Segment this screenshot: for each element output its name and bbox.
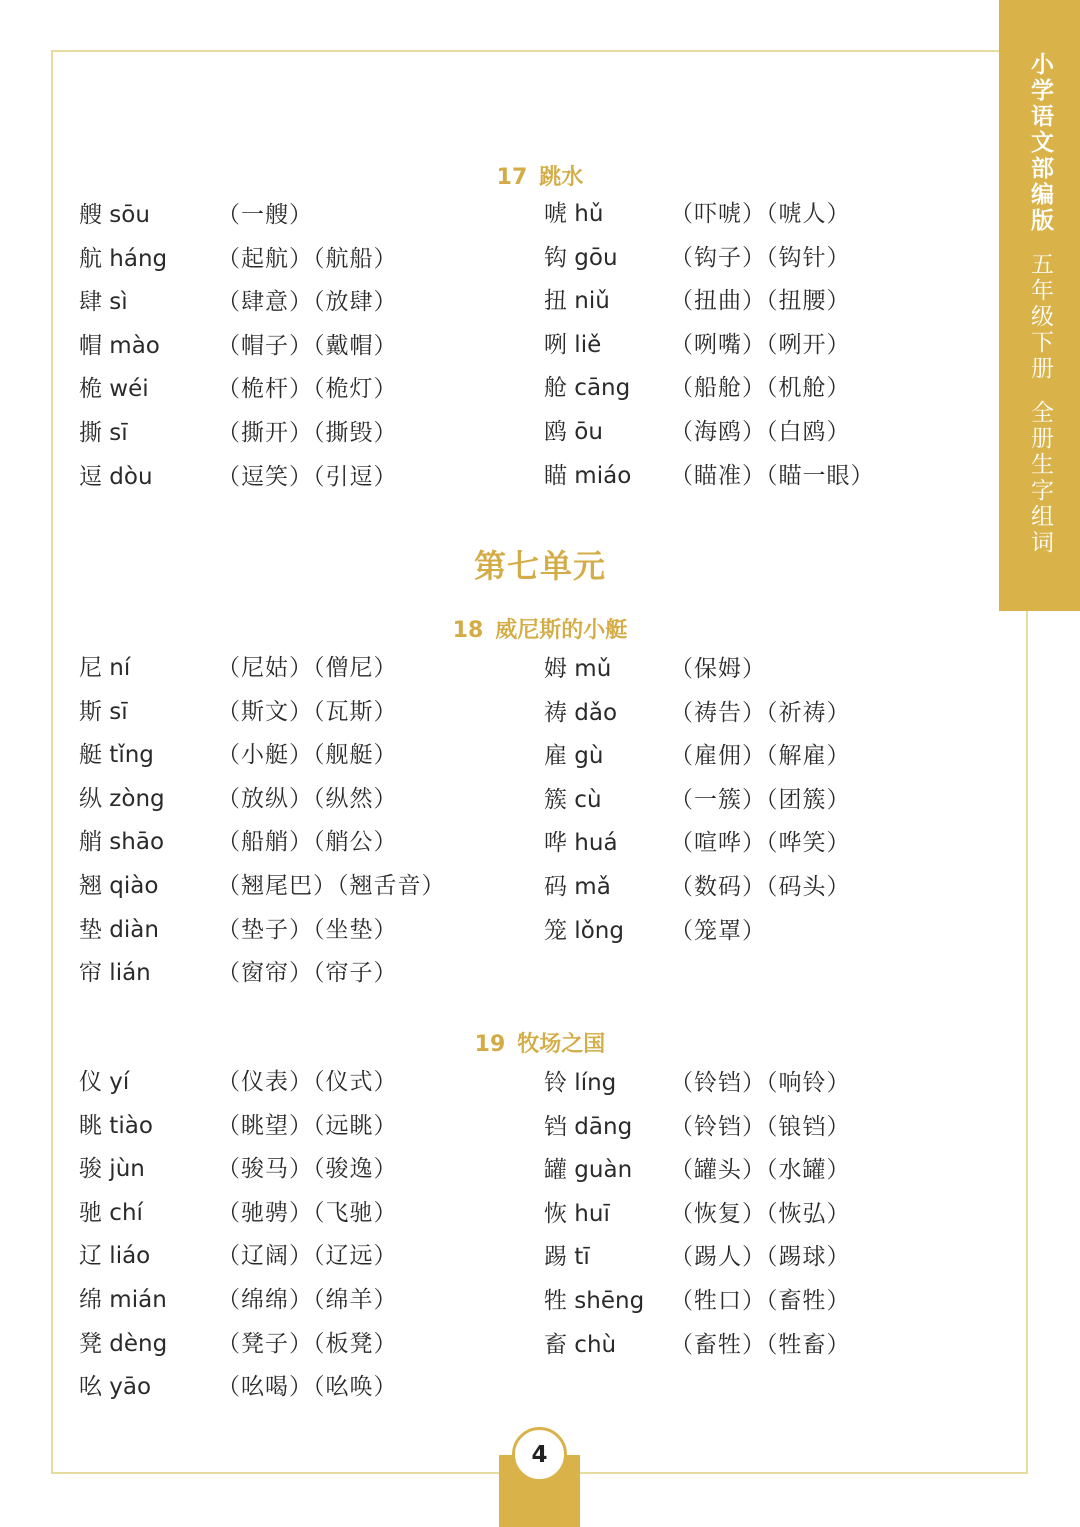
lesson-18-title <box>0 613 1080 644</box>
word-combinations: （绵绵）（绵羊） <box>217 1286 398 1313</box>
character-pinyin: 踢 tī <box>544 1244 590 1271</box>
word-combinations: （船舱）（机舱） <box>670 375 851 402</box>
word-combinations: （一艘） <box>217 202 313 228</box>
word-combinations: （保姆） <box>670 656 766 682</box>
grade-label: 五年级下册 <box>1027 252 1053 382</box>
word-combinations: （放纵）（纵然） <box>217 785 398 812</box>
character-pinyin: 铃 líng <box>544 1070 617 1096</box>
word-combinations: （数码）（码头） <box>670 873 851 900</box>
word-combinations: （海鸥）（白鸥） <box>670 418 851 445</box>
word-combinations: （钩子）（钩针） <box>670 244 851 271</box>
character-pinyin: 笼 lǒng <box>544 917 624 944</box>
lesson-number: 18 <box>452 618 484 643</box>
character-pinyin: 骏 jùn <box>79 1156 145 1183</box>
character-pinyin: 艄 shāo <box>79 829 165 856</box>
character-pinyin: 辽 liáo <box>79 1243 151 1270</box>
character-pinyin: 扭 niǔ <box>544 288 610 315</box>
character-pinyin: 肆 sì <box>79 289 128 316</box>
character-pinyin: 仪 yí <box>79 1069 130 1095</box>
word-combinations: （踢人）（踢球） <box>670 1244 851 1271</box>
character-pinyin: 唬 hǔ <box>544 201 604 227</box>
word-combinations: （骏马）（骏逸） <box>217 1156 398 1183</box>
word-combinations: （吆喝）（吆唤） <box>217 1374 398 1401</box>
character-pinyin: 纵 zòng <box>79 785 165 812</box>
page-border <box>51 50 1028 1474</box>
word-combinations: （逗笑）（引逗） <box>217 463 398 490</box>
word-combinations: （一簇）（团簇） <box>670 786 851 813</box>
word-combinations: （尼姑）（僧尼） <box>217 655 398 681</box>
subject-label: 全册生字组词 <box>1027 400 1053 556</box>
character-pinyin: 雇 gù <box>544 743 604 770</box>
word-combinations: （小艇）（舰艇） <box>217 742 398 769</box>
word-combinations: （撕开）（撕毁） <box>217 419 398 446</box>
page-number: 4 <box>512 1427 567 1482</box>
word-combinations: （铃铛）（锒铛） <box>670 1113 851 1140</box>
character-pinyin: 帽 mào <box>79 332 160 359</box>
character-pinyin: 罐 guàn <box>544 1157 633 1184</box>
lesson-17-title <box>0 160 1080 191</box>
lesson-number: 19 <box>474 1032 506 1057</box>
character-pinyin: 艘 sōu <box>79 202 150 228</box>
word-combinations: （牲口）（畜牲） <box>670 1287 851 1314</box>
word-combinations: （船艄）（艄公） <box>217 829 398 856</box>
character-pinyin: 尼 ní <box>79 655 131 681</box>
word-combinations: （扭曲）（扭腰） <box>670 288 851 315</box>
word-combinations: （喧哗）（哗笑） <box>670 830 851 857</box>
character-pinyin: 祷 dǎo <box>544 699 618 726</box>
character-pinyin: 垫 diàn <box>79 916 159 943</box>
unit-title: 第七单元 <box>473 547 606 585</box>
word-combinations: （瞄准）（瞄一眼） <box>670 462 875 489</box>
character-pinyin: 牲 shēng <box>544 1287 645 1314</box>
character-pinyin: 鸥 ōu <box>544 418 603 445</box>
lesson-name: 跳水 <box>539 165 584 190</box>
character-pinyin: 舱 cāng <box>544 375 631 402</box>
character-pinyin: 撕 sī <box>79 419 128 446</box>
word-combinations: （罐头）（水罐） <box>670 1157 851 1184</box>
word-combinations: （祷告）（祈祷） <box>670 699 851 726</box>
word-combinations: （咧嘴）（咧开） <box>670 331 851 358</box>
character-pinyin: 恢 huī <box>544 1200 610 1227</box>
character-pinyin: 畜 chù <box>544 1331 617 1358</box>
lesson-number: 17 <box>496 165 528 190</box>
character-pinyin: 绵 mián <box>79 1286 167 1313</box>
character-pinyin: 桅 wéi <box>79 376 149 403</box>
character-pinyin: 瞄 miáo <box>544 462 632 489</box>
character-pinyin: 航 háng <box>79 245 168 272</box>
word-combinations: （畜牲）（牲畜） <box>670 1331 851 1358</box>
word-combinations: （斯文）（瓦斯） <box>217 698 398 725</box>
word-combinations: （肆意）（放肆） <box>217 289 398 316</box>
word-combinations: （翘尾巴）（翘舌音） <box>217 872 446 899</box>
word-combinations: （垫子）（坐垫） <box>217 916 398 943</box>
word-combinations: （窗帘）（帘子） <box>217 960 398 987</box>
word-combinations: （辽阔）（辽远） <box>217 1243 398 1270</box>
lesson-name: 牧场之国 <box>517 1032 606 1057</box>
series-label: 小学语文部编版 <box>1027 52 1053 234</box>
word-combinations: （铃铛）（响铃） <box>670 1070 851 1096</box>
lesson-name: 威尼斯的小艇 <box>495 618 628 643</box>
word-combinations: （眺望）（远眺） <box>217 1112 398 1139</box>
word-combinations: （桅杆）（桅灯） <box>217 376 398 403</box>
character-pinyin: 帘 lián <box>79 960 151 987</box>
word-combinations: （帽子）（戴帽） <box>217 332 398 359</box>
word-combinations: （吓唬）（唬人） <box>670 201 851 227</box>
word-combinations: （恢复）（恢弘） <box>670 1200 851 1227</box>
character-pinyin: 驰 chí <box>79 1199 143 1226</box>
word-combinations: （雇佣）（解雇） <box>670 743 851 770</box>
character-pinyin: 吆 yāo <box>79 1374 152 1401</box>
character-pinyin: 斯 sī <box>79 698 128 725</box>
side-tab <box>999 0 1080 611</box>
character-pinyin: 哗 huá <box>544 830 618 857</box>
character-pinyin: 簇 cù <box>544 786 602 813</box>
character-pinyin: 眺 tiào <box>79 1112 153 1139</box>
word-combinations: （驰骋）（飞驰） <box>217 1199 398 1226</box>
character-pinyin: 铛 dāng <box>544 1113 633 1140</box>
character-pinyin: 凳 dèng <box>79 1330 168 1357</box>
word-combinations: （起航）（航船） <box>217 245 398 272</box>
character-pinyin: 翘 qiào <box>79 872 159 899</box>
word-combinations: （凳子）（板凳） <box>217 1330 398 1357</box>
character-pinyin: 逗 dòu <box>79 463 153 490</box>
word-combinations: （笼罩） <box>670 917 766 944</box>
lesson-19-title <box>0 1027 1080 1058</box>
character-pinyin: 艇 tǐng <box>79 742 154 769</box>
character-pinyin: 码 mǎ <box>544 873 611 900</box>
character-pinyin: 咧 liě <box>544 331 602 358</box>
word-combinations: （仪表）（仪式） <box>217 1069 398 1095</box>
character-pinyin: 钩 gōu <box>544 244 618 271</box>
character-pinyin: 姆 mǔ <box>544 656 612 682</box>
